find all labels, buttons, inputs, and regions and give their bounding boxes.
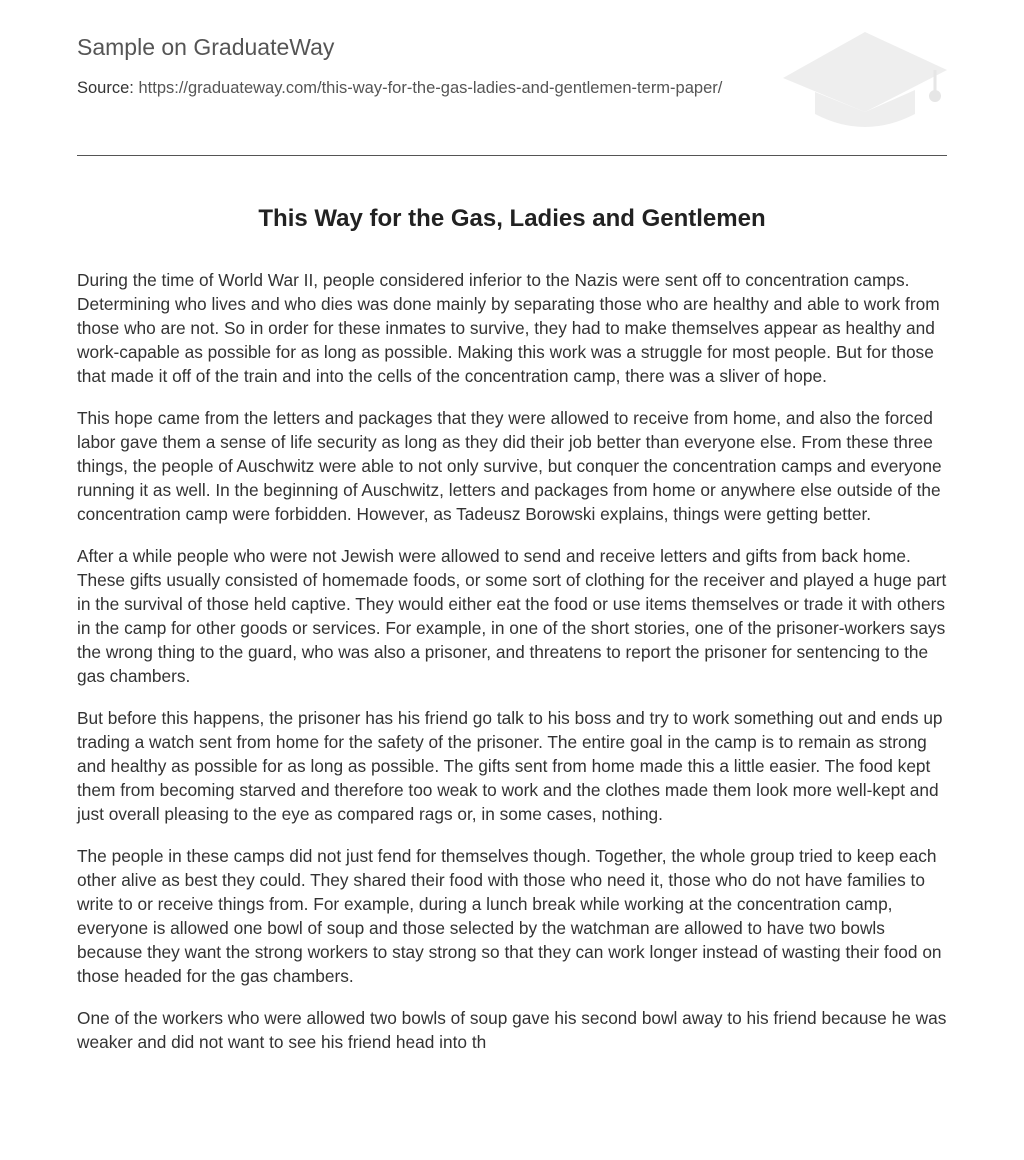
document-title: This Way for the Gas, Ladies and Gentlemen (258, 205, 766, 232)
header-divider (77, 155, 947, 156)
paragraph-6: One of the workers who were allowed two bowls of soup gave his second bowl away to his friend because he was weaker and did not want to see his friend head into th (77, 1008, 947, 1052)
paragraph-4: But before this happens, the prisoner has his friend go talk to his boss and try to work something out and ends up trading a watch sent from home for the safety of the prisoner. The entire goal in the camp is to remain as strong and healthy as possible for as long as possible. The gifts sent from home made this a little easier. The food kept them from becoming starved and therefore too weak to work and the clothes made them look more well-kept and just overall pleasing to the eye as compared rags or, in some cases, nothing. (77, 708, 943, 824)
source-line (77, 78, 757, 99)
graduation-cap-icon (781, 30, 947, 134)
document-body (77, 268, 949, 1072)
page-header (77, 30, 947, 156)
site-title: Sample on GraduateWay (77, 34, 335, 60)
paragraph-2: This hope came from the letters and packages that they were allowed to receive from home, and also the forced labor gave them a sense of life security as long as they did their job better than everyone else. From these three things, the people of Auschwitz were able to not only survive, but conquer the concentration camps and everyone running it as well. In the beginning of Auschwitz, letters and packages from home or anywhere else outside of the concentration camp were forbidden. However, as Tadeusz Borowski explains, things were getting better. (77, 408, 942, 524)
source-link[interactable]: https://graduateway.com/this-way-for-the-gas-ladies-and-gentlemen-term-paper/ (138, 79, 723, 97)
paragraph-3: After a while people who were not Jewish were allowed to send and receive letters and gifts from back home. These gifts usually consisted of homemade foods, or some sort of clothing for the receiver and played a huge part in the survival of those held captive. They would either eat the food or use items themselves or trade it with others in the camp for other goods or services. For example, in one of the short stories, one of the prisoner-workers says the wrong thing to the guard, who was also a prisoner, and threatens to report the prisoner for sentencing to the gas chambers. (77, 546, 947, 686)
paragraph-5: The people in these camps did not just fend for themselves though. Together, the whole group tried to keep each other alive as best they could. They shared their food with those who need it, those who do not have families to write to or receive things from. For example, during a lunch break while working at the concentration camp, everyone is allowed one bowl of soup and those selected by the watchman are allowed to have two bowls because they want the strong workers to stay strong so that they can work longer instead of wasting their food on those headed for the gas chambers. (77, 846, 942, 986)
source-label: Source: (77, 79, 134, 97)
paragraph-1: During the time of World War II, people considered inferior to the Nazis were sent off to concentration camps. Determining who lives and who dies was done mainly by separating those who are healthy and able to work from those who are not. So in order for these inmates to survive, they had to make themselves appear as healthy and work-capable as possible for as long as possible. Making this work was a struggle for most people. But for those that made it off of the train and into the cells of the concentration camp, there was a sliver of hope. (77, 270, 940, 386)
